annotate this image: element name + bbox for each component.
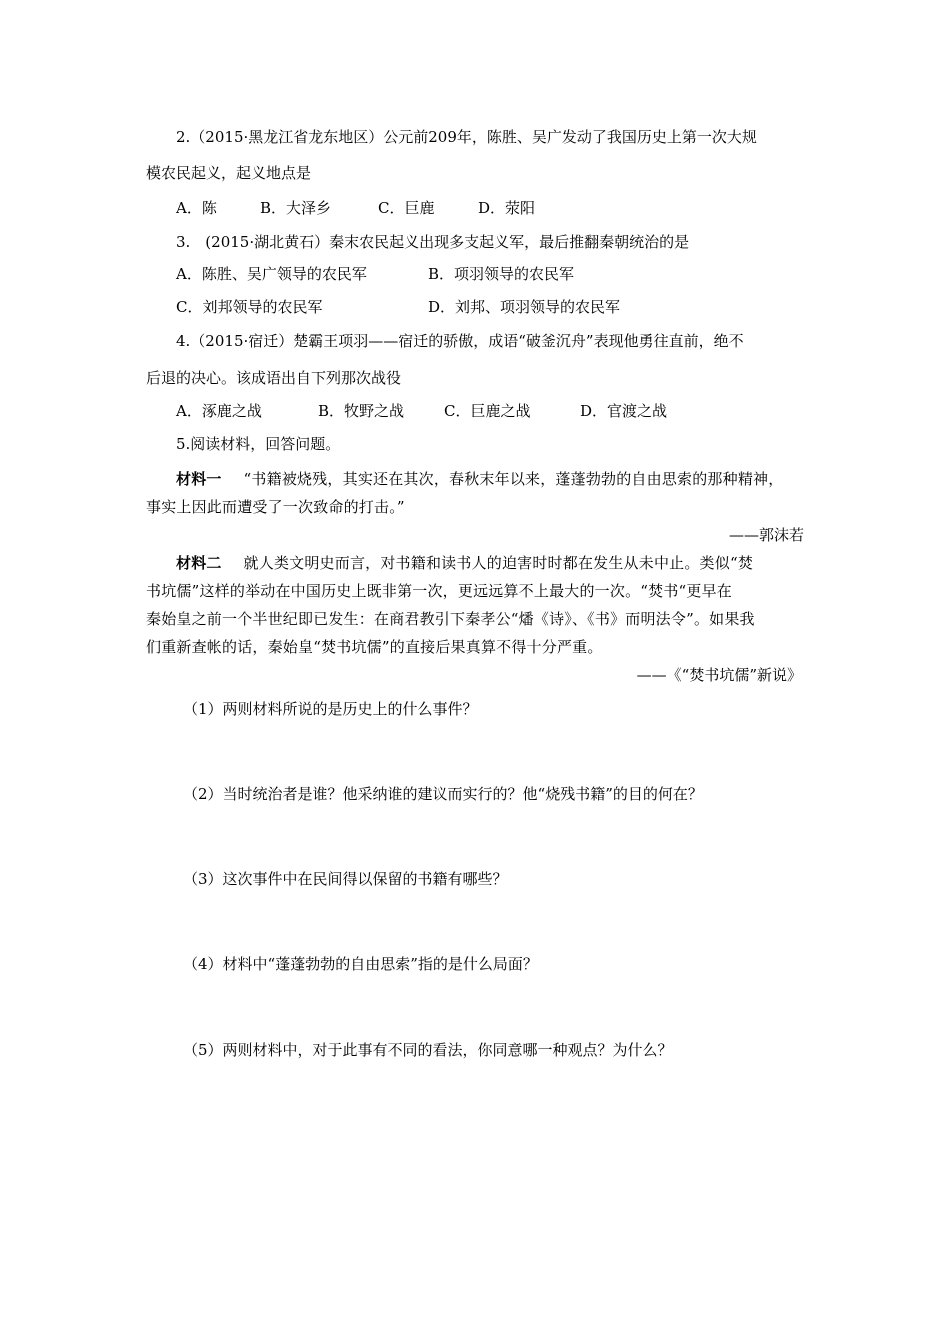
material2-line4: 们重新查帐的话，秦始皇“焚书坑儒”的直接后果真算不得十分严重。 [146,638,603,656]
q4-option-c: C．巨鹿之战 [444,402,531,420]
q5-sub-3: （3）这次事件中在民间得以保留的书籍有哪些？ [183,870,508,888]
material1-label: 材料一 [176,470,222,488]
q2-option-d: D．荥阳 [478,199,536,217]
material2-line3: 秦始皇之前一个半世纪即已发生：在商君教引下秦孝公“燔《诗》、《书》而明法令”。如果我 [146,610,755,628]
q4-option-b: B．牧野之战 [318,402,405,420]
material2-source: ——《“焚书坑儒”新说》 [636,666,802,684]
material1-line1 [176,469,783,489]
q3-option-d: D．刘邦、项羽领导的农民军 [428,298,621,316]
q4-option-a: A．涿鹿之战 [176,402,262,420]
q5-intro: 5.阅读材料，回答问题。 [176,435,341,453]
q4-option-d: D．官渡之战 [580,402,668,420]
q3-line1: 3. (2015·湖北黄石）秦末农民起义出现多支起义军，最后推翻秦朝统治的是 [176,233,690,251]
q3-option-c: C．刘邦领导的农民军 [176,298,323,316]
q2-line2: 模农民起义，起义地点是 [146,164,312,182]
material2-line2: 书坑儒”这样的举动在中国历史上既非第一次，更远远算不上最大的一次。“焚书“更早在 [146,582,733,600]
q2-option-b: B．大泽乡 [260,199,332,217]
material1-source: ——郭沫若 [728,526,804,544]
q5-sub-2: （2）当时统治者是谁？他采纳谁的建议而实行的？他“烧残书籍”的目的何在？ [183,785,703,803]
q5-sub-4: （4）材料中“蓬蓬勃勃的自由思索”指的是什么局面？ [183,955,538,973]
material2-label: 材料二 [176,554,222,572]
q3-option-b: B．项羽领导的农民军 [428,265,575,283]
q2-option-c: C．巨鹿 [378,199,435,217]
material2-text1: 就人类文明史而言，对书籍和读书人的迫害时时都在发生从未中止。类似“焚 [243,554,754,572]
q2-option-a: A．陈 [176,199,217,217]
q5-sub-5: （5）两则材料中，对于此事有不同的看法，你同意哪一种观点？为什么？ [183,1041,673,1059]
material1-line2: 事实上因此而遭受了一次致命的打击。” [146,498,405,516]
q4-line2: 后退的决心。该成语出自下列那次战役 [146,369,402,387]
q3-option-a: A．陈胜、吴广领导的农民军 [176,265,367,283]
material1-text1: “书籍被烧残，其实还在其次，春秋末年以来，蓬蓬勃勃的自由思索的那种精神， [243,470,784,488]
q2-line1: 2.（2015·黑龙江省龙东地区）公元前209年，陈胜、吴广发动了我国历史上第一次大规 [176,128,757,146]
material2-line1 [176,553,753,573]
q4-line1: 4.（2015·宿迁）楚霸王项羽——宿迁的骄傲，成语“破釜沉舟”表现他勇往直前，绝不 [176,332,744,350]
q5-sub-1: （1）两则材料所说的是历史上的什么事件？ [183,700,478,718]
